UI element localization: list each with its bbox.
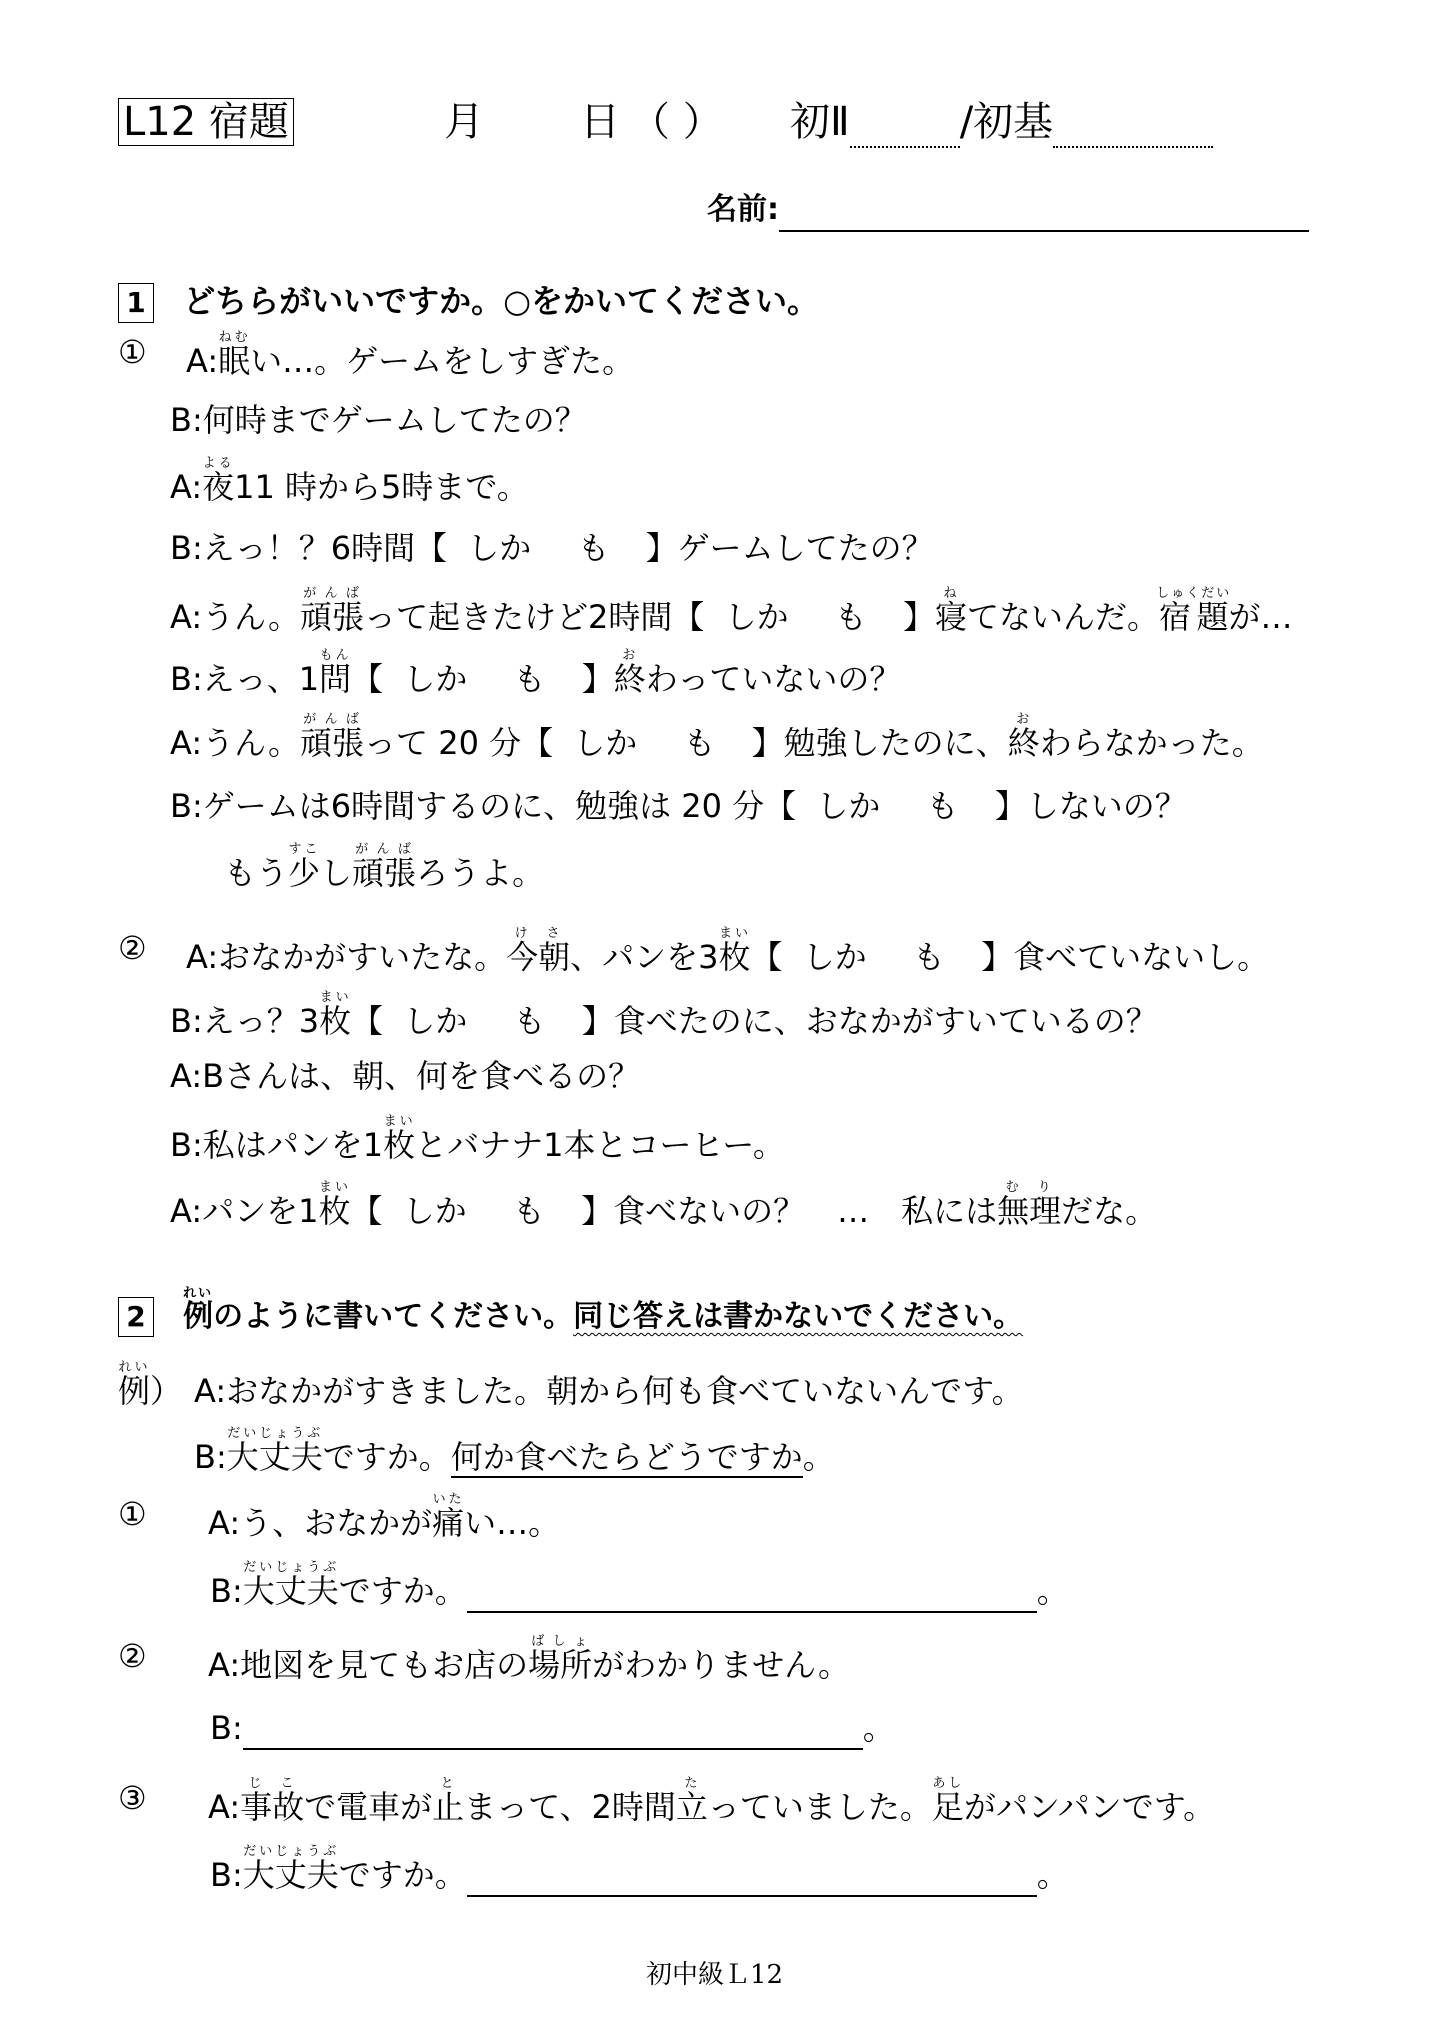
choice-mo[interactable]: も <box>834 598 867 636</box>
answer-blank-2[interactable] <box>243 1712 863 1750</box>
q1-line-3: A:夜よる11 時から5時まで。 <box>170 456 529 506</box>
name-field <box>707 188 1309 232</box>
q2-item3-b: B:大丈夫だいじょうぶですか。 。 <box>210 1844 1069 1897</box>
q1-line-9: もう少すこし頑張がんばろうよ。 <box>224 842 545 892</box>
class1-blank[interactable] <box>850 112 960 148</box>
q2-item2-b: B: 。 <box>210 1706 895 1750</box>
day-label: 日 <box>580 99 620 145</box>
q1-line-4: B:えっ！？6時間【 しか も 】ゲームしてたの？ <box>170 529 934 567</box>
q1-heading <box>118 276 819 323</box>
q2-item1-marker: ① <box>118 1495 147 1533</box>
q2-item2-marker: ② <box>118 1637 147 1675</box>
choice-shika[interactable]: しか <box>802 938 867 976</box>
q1-line-8: B:ゲームは6時間するのに、勉強は 20 分【 しか も 】しないの？ <box>170 787 1187 825</box>
page-footer: 初中級Ｌ12 <box>646 1960 784 1990</box>
q2-item1-a: A:う、おなかが痛いたい…。 <box>208 1492 561 1542</box>
q2-heading <box>118 1286 1023 1337</box>
name-blank[interactable] <box>779 190 1309 232</box>
q1-number: 1 <box>118 283 154 323</box>
class-field <box>790 96 1213 148</box>
choice-mo[interactable]: も <box>926 787 959 825</box>
choice-shika[interactable]: しか <box>467 529 532 567</box>
q1-line-11: B:えっ？3枚まい【 しか も 】食べたのに、おなかがすいているの？ <box>170 990 1158 1040</box>
q1-line-13: B:私はパンを1枚まいとバナナ1本とコーヒー。 <box>170 1114 785 1164</box>
class1-label: 初Ⅱ <box>790 99 850 145</box>
choice-shika[interactable]: しか <box>403 660 468 698</box>
example-answer: 何か食べたらどうですか <box>450 1438 803 1476</box>
choice-mo[interactable]: も <box>513 660 546 698</box>
q2-instruction: 例れいのように書いてください。同じ答えは書かないでください。 <box>183 1286 1024 1334</box>
title-box: L12 宿題 <box>118 98 294 146</box>
q1-line-14: A:パンを1枚まい【 しか も 】食べないの？ … 私には無理むりだな。 <box>170 1180 1158 1230</box>
choice-mo[interactable]: も <box>577 529 610 567</box>
q2-number: 2 <box>118 1297 154 1337</box>
class2-blank[interactable] <box>1053 112 1213 148</box>
choice-shika[interactable]: しか <box>816 787 881 825</box>
choice-mo[interactable]: も <box>512 1192 545 1230</box>
q1-part2-marker: ② <box>118 929 147 967</box>
slash: / <box>959 99 974 145</box>
choice-mo[interactable]: も <box>912 938 945 976</box>
q1-line-5: A:うん。頑張がんばって起きたけど2時間【 しか も 】寝ねてないんだ。宿題しゅくだいが… <box>170 586 1293 636</box>
q1-line-2: B:何時までゲームしてたの？ <box>170 401 587 439</box>
choice-shika[interactable]: しか <box>402 1192 467 1230</box>
choice-mo[interactable]: も <box>683 724 716 762</box>
choice-shika[interactable]: しか <box>724 598 789 636</box>
name-label: 名前: <box>707 192 779 227</box>
choice-shika[interactable]: しか <box>573 724 638 762</box>
q1-line-1: A:眠ねむい…。ゲームをしすぎた。 <box>186 330 635 380</box>
q1-line-10: A:おなかがすいたな。今朝けさ、パンを3枚まい【 しか も 】食べていないし。 <box>186 926 1270 976</box>
answer-blank-3[interactable] <box>467 1859 1037 1897</box>
month-label: 月 <box>444 99 484 145</box>
q2-example-b: B:大丈夫だいじょうぶですか。何か食べたらどうですか。 <box>194 1426 835 1476</box>
q1-line-7: A:うん。頑張がんばって 20 分【 しか も 】勉強したのに、終おわらなかった。 <box>170 712 1264 762</box>
choice-shika[interactable]: しか <box>403 1002 468 1040</box>
q1-line-6: B:えっ、1問もん【 しか も 】終おわっていないの？ <box>170 648 902 698</box>
q1-part1-marker: ① <box>118 333 147 371</box>
q2-item2-a: A:地図を見てもお店の場所ばしょがわかりません。 <box>208 1634 851 1684</box>
q1-instruction: どちらがいいですか。○をかいてください。 <box>183 282 820 320</box>
q2-item3-marker: ③ <box>118 1779 147 1817</box>
choice-mo[interactable]: も <box>513 1002 546 1040</box>
q1-line-12: A:Bさんは、朝、何を食べるの？ <box>170 1057 641 1095</box>
worksheet-title <box>118 96 294 148</box>
q2-item1-b: B:大丈夫だいじょうぶですか。 。 <box>210 1560 1069 1613</box>
answer-blank-1[interactable] <box>467 1575 1037 1613</box>
class2-label: 初基 <box>973 99 1054 145</box>
q2-warning: 同じ答えは書かないでください。 <box>573 1299 1024 1334</box>
q2-item3-a: A:事故じこで電車が止とまって、2時間立たっていました。足あしがパンパンです。 <box>208 1776 1216 1826</box>
weekday-parens: （ ） <box>630 99 723 145</box>
q2-example-a: 例れい） A:おなかがすきました。朝から何も食べていないんです。 <box>118 1360 1024 1410</box>
